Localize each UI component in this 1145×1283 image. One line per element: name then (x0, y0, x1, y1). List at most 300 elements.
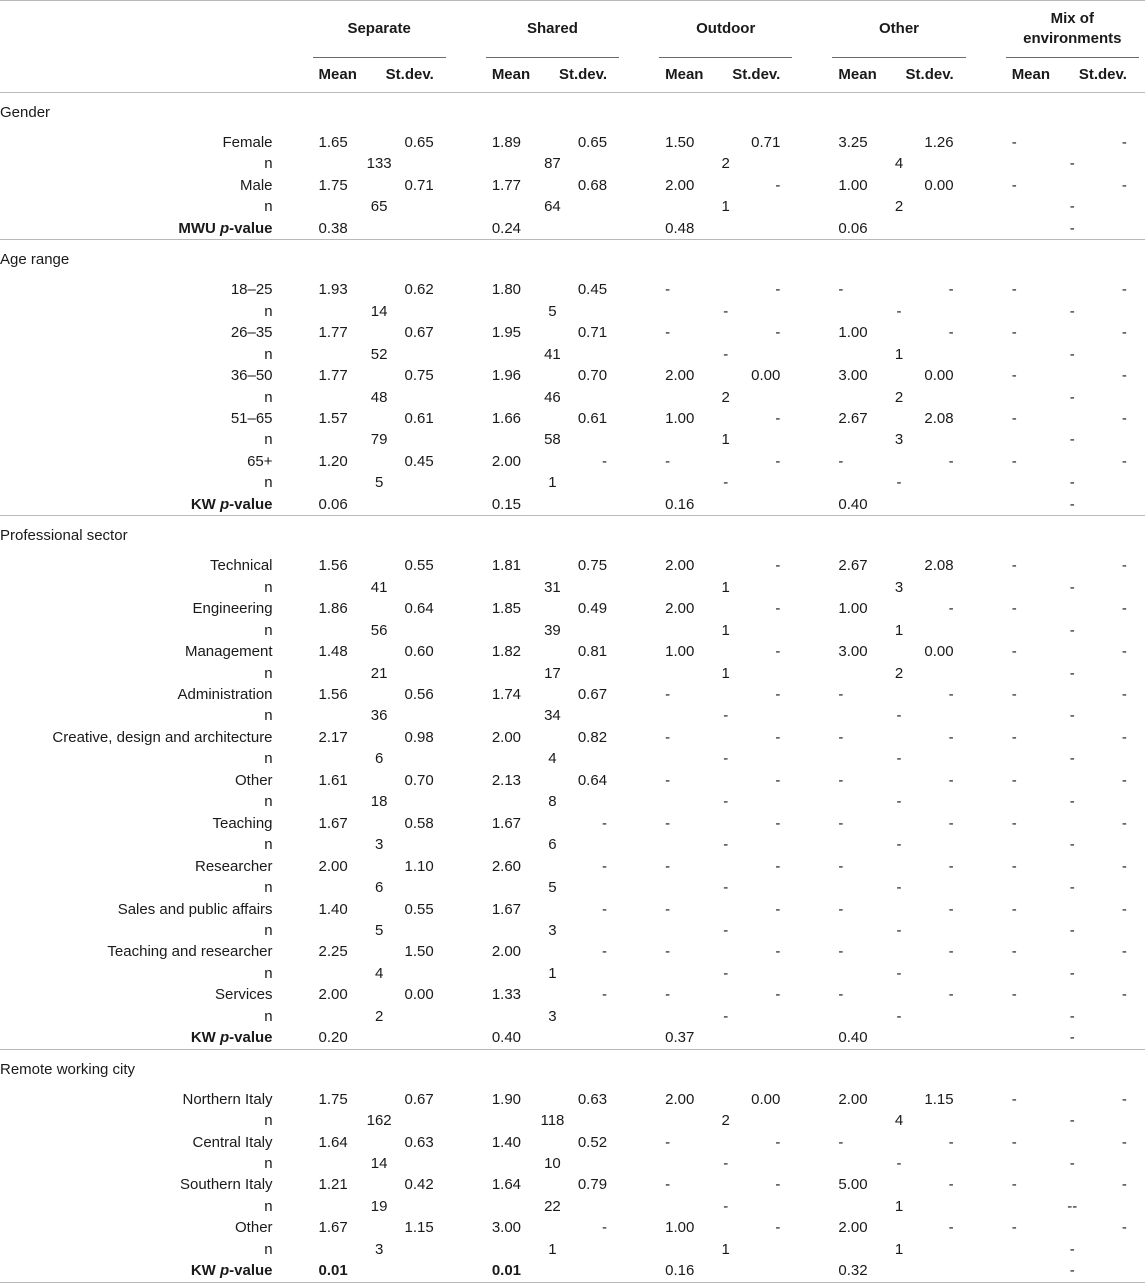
row-label: Other (235, 1219, 273, 1237)
test-label: KW p-value (0, 1027, 313, 1049)
n-row (0, 663, 1145, 684)
n-value: 4 (894, 155, 904, 173)
stdev-value: - (775, 1219, 781, 1237)
n-value: 41 (370, 578, 388, 596)
n-label: n (264, 707, 273, 725)
n-value: - (1069, 474, 1075, 492)
stdev-value: 0.70 (404, 771, 434, 789)
mean-value: - (1011, 943, 1017, 961)
mean-value: 3.00 (838, 367, 868, 385)
section-title: Age range (0, 251, 70, 269)
row-label: Central Italy (192, 1133, 273, 1151)
mean-value: - (1011, 176, 1017, 194)
mean-value: 1.96 (491, 367, 522, 385)
n-value: 22 (544, 1197, 561, 1215)
group-header: Shared (486, 1, 619, 58)
mean-value: - (665, 986, 671, 1004)
stdev-value: 0.45 (577, 281, 608, 299)
table-row (0, 598, 1145, 619)
mean-value: 1.20 (318, 452, 348, 470)
stdev-value: - (1121, 685, 1127, 703)
n-value: 1 (548, 1240, 557, 1258)
n-value: 3 (894, 578, 904, 596)
mean-value: 1.64 (491, 1176, 522, 1194)
stdev-value: - (775, 409, 781, 427)
stdev-value: 0.42 (404, 1176, 434, 1194)
n-row (0, 1006, 1145, 1027)
stdev-value: - (1121, 324, 1127, 342)
stdev-value: - (775, 1176, 781, 1194)
mean-value: - (665, 1133, 671, 1151)
n-value: 2 (894, 198, 904, 216)
mean-value: - (665, 452, 671, 470)
mean-value: - (665, 814, 671, 832)
mean-value: 2.00 (665, 1090, 695, 1108)
test-label: MWU p-value (0, 218, 313, 240)
n-value: - (1069, 836, 1075, 854)
mean-value: 2.13 (491, 771, 522, 789)
stdev-value: 0.55 (404, 557, 434, 575)
mean-value: 1.75 (318, 1090, 348, 1108)
n-row (0, 429, 1145, 450)
n-label: n (264, 431, 273, 449)
n-value: 5 (374, 474, 384, 492)
n-value: 3 (374, 836, 384, 854)
mean-value: - (838, 1133, 844, 1151)
stdev-value: 0.00 (924, 643, 954, 661)
stdev-value: - (1121, 367, 1127, 385)
p-value: 0.15 (486, 494, 553, 516)
n-label: n (264, 921, 273, 939)
mean-value: - (838, 986, 844, 1004)
stdev-value: - (948, 728, 954, 746)
stdev-value: 0.55 (404, 900, 434, 918)
stdev-value: - (775, 685, 781, 703)
stdev-value: - (948, 814, 954, 832)
n-value: 2 (721, 155, 730, 173)
n-value: 39 (544, 621, 561, 639)
mean-value: 1.90 (491, 1090, 522, 1108)
n-label: n (264, 664, 273, 682)
stdev-value: - (1121, 1219, 1127, 1237)
n-value: 4 (894, 1112, 904, 1130)
table-row (0, 984, 1145, 1005)
n-value: 133 (366, 155, 392, 173)
n-value: - (1069, 302, 1075, 320)
mean-value: 3.00 (838, 643, 868, 661)
mean-value: 2.67 (838, 557, 868, 575)
n-value: 18 (370, 793, 388, 811)
mean-value: 1.00 (665, 409, 695, 427)
n-value: 14 (370, 302, 388, 320)
test-row (0, 1260, 1145, 1282)
mean-value: - (1011, 324, 1017, 342)
table-row (0, 856, 1145, 877)
mean-value: - (1011, 857, 1017, 875)
mean-value: 1.67 (491, 900, 522, 918)
p-value: 0.06 (313, 494, 380, 516)
mean-value: - (1011, 557, 1017, 575)
n-row (0, 920, 1145, 941)
n-value: 6 (374, 879, 384, 897)
mean-value: - (665, 857, 671, 875)
row-label: Northern Italy (182, 1090, 273, 1108)
mean-value: 1.77 (491, 176, 522, 194)
row-label: Female (222, 134, 273, 151)
n-label: n (264, 1112, 273, 1130)
mean-value: 3.00 (491, 1219, 522, 1237)
n-value: - (1069, 621, 1075, 639)
p-value: 0.01 (313, 1260, 380, 1282)
section-title-row (0, 240, 1145, 280)
row-label: 51–65 (230, 409, 273, 427)
stdev-value: 0.71 (404, 176, 434, 194)
stdev-header: St.dev. (380, 58, 446, 93)
n-value: 56 (370, 621, 388, 639)
mean-value: 1.00 (838, 324, 868, 342)
n-value: 8 (548, 793, 557, 811)
n-value: - (723, 302, 729, 320)
test-row (0, 494, 1145, 516)
stdev-value: 1.50 (404, 943, 434, 961)
row-label: Researcher (194, 857, 273, 875)
stdev-value: 0.00 (751, 1090, 781, 1108)
table-row (0, 1132, 1145, 1153)
stdev-header: St.dev. (1073, 58, 1139, 93)
n-row (0, 344, 1145, 365)
stdev-value: 0.52 (577, 1133, 608, 1151)
n-value: - (896, 836, 902, 854)
p-value: - (1006, 494, 1139, 516)
mean-value: - (838, 900, 844, 918)
mean-value: - (1011, 771, 1017, 789)
n-label: n (264, 1197, 273, 1215)
p-value: 0.06 (832, 218, 899, 240)
n-row (0, 834, 1145, 855)
n-value: 41 (544, 345, 561, 363)
mean-value: - (665, 281, 671, 299)
n-label: n (264, 836, 273, 854)
p-value: 0.16 (659, 494, 726, 516)
mean-header: Mean (313, 58, 380, 93)
mean-value: - (1011, 643, 1017, 661)
n-value: 1 (721, 1240, 730, 1258)
stdev-value: - (948, 1219, 954, 1237)
mean-value: - (1011, 409, 1017, 427)
table-row (0, 365, 1145, 386)
mean-value: - (838, 771, 844, 789)
row-label: Southern Italy (179, 1176, 273, 1194)
section-title-row (0, 1049, 1145, 1089)
mean-value: 1.33 (491, 986, 522, 1004)
mean-value: - (1011, 452, 1017, 470)
section-title: Remote working city (0, 1060, 136, 1078)
stdev-value: 1.10 (404, 857, 434, 875)
table-row (0, 279, 1145, 300)
n-value: - (896, 707, 902, 725)
mean-value: 1.56 (318, 557, 348, 575)
n-value: 118 (540, 1112, 565, 1130)
mean-value: 1.82 (491, 643, 522, 661)
n-value: 34 (544, 707, 561, 725)
stdev-value: - (1121, 900, 1127, 918)
n-value: - (723, 793, 729, 811)
n-value: 1 (721, 198, 730, 216)
n-row (0, 1196, 1145, 1217)
mean-value: - (665, 685, 671, 703)
mean-value: 2.00 (665, 367, 695, 385)
mean-value: 2.17 (318, 728, 348, 746)
mean-header: Mean (659, 58, 726, 93)
stdev-value: - (775, 324, 781, 342)
n-label: n (264, 155, 273, 173)
mean-value: 1.86 (318, 600, 348, 618)
n-row (0, 196, 1145, 217)
stdev-value: - (602, 943, 608, 961)
n-label: n (264, 302, 273, 320)
mean-value: 2.00 (491, 452, 522, 470)
n-value: 4 (548, 750, 557, 768)
n-row (0, 620, 1145, 641)
mean-value: 2.00 (665, 557, 695, 575)
n-value: 1 (548, 474, 557, 492)
n-value: 1 (721, 621, 730, 639)
n-value: 4 (374, 964, 384, 982)
stdev-value: 0.79 (577, 1176, 608, 1194)
stdev-value: - (1121, 728, 1127, 746)
stdev-header: St.dev. (553, 58, 619, 93)
stdev-value: - (1121, 986, 1127, 1004)
mean-value: 1.67 (318, 814, 348, 832)
row-label: Other (235, 771, 273, 789)
stdev-value: 0.75 (577, 557, 608, 575)
table-row (0, 1089, 1145, 1110)
row-label: Technical (209, 557, 273, 575)
test-label: KW p-value (0, 494, 313, 516)
mean-value: 1.67 (491, 814, 522, 832)
mean-value: 1.40 (318, 900, 348, 918)
row-label: Services (215, 986, 273, 1004)
n-label: n (264, 1155, 273, 1173)
section-title-row (0, 93, 1145, 133)
n-value: 58 (544, 431, 561, 449)
group-header: Mix of environments (1006, 1, 1139, 58)
n-value: 3 (548, 1007, 557, 1025)
p-value: - (1006, 1027, 1139, 1049)
mean-value: - (1011, 986, 1017, 1004)
n-value: 3 (894, 431, 904, 449)
n-row (0, 1110, 1145, 1131)
row-label: Male (240, 176, 273, 194)
stdev-value: 0.71 (751, 134, 781, 151)
row-label: 18–25 (230, 281, 273, 299)
mean-value: - (665, 943, 671, 961)
n-value: 46 (544, 388, 561, 406)
test-row (0, 218, 1145, 240)
p-value: - (1006, 218, 1139, 240)
n-value: 52 (370, 345, 388, 363)
table-row (0, 1217, 1145, 1238)
table-row (0, 451, 1145, 472)
n-row (0, 748, 1145, 769)
n-value: - (1069, 345, 1075, 363)
stdev-value: - (948, 1133, 954, 1151)
mean-value: 2.00 (491, 943, 522, 961)
stdev-value: - (775, 814, 781, 832)
mean-value: 1.89 (491, 134, 522, 151)
stdev-value: 0.62 (404, 281, 434, 299)
mean-value: 1.00 (665, 1219, 695, 1237)
mean-value: - (838, 943, 844, 961)
p-value: 0.40 (832, 1027, 899, 1049)
stdev-value: - (775, 857, 781, 875)
stdev-value: - (1121, 643, 1127, 661)
n-value: - (1069, 921, 1075, 939)
mean-value: - (1011, 1133, 1017, 1151)
stdev-value: - (775, 557, 781, 575)
n-value: 87 (544, 155, 561, 173)
n-value: 5 (548, 879, 557, 897)
mean-value: - (1011, 134, 1017, 151)
mean-value: - (838, 685, 844, 703)
stdev-value: - (948, 857, 954, 875)
stdev-value: - (1121, 1090, 1127, 1108)
n-value: - (1069, 750, 1075, 768)
n-row (0, 963, 1145, 984)
mean-value: - (838, 452, 844, 470)
table-row (0, 727, 1145, 748)
stdev-value: - (948, 324, 954, 342)
mean-value: 1.74 (491, 685, 522, 703)
mean-value: 1.48 (318, 643, 348, 661)
mean-value: - (1011, 600, 1017, 618)
stdev-value: - (1121, 281, 1127, 299)
stdev-value: - (775, 728, 781, 746)
n-value: - (1069, 1240, 1075, 1258)
n-value: - (1069, 155, 1075, 173)
mean-value: - (665, 728, 671, 746)
stdev-value: - (775, 900, 781, 918)
n-row (0, 153, 1145, 174)
n-value: - (723, 921, 729, 939)
n-value: - (896, 302, 902, 320)
n-value: - (723, 750, 729, 768)
mean-value: - (665, 324, 671, 342)
mean-value: 1.57 (318, 409, 348, 427)
section-title-row (0, 516, 1145, 556)
mean-value: 1.66 (491, 409, 522, 427)
stdev-value: 0.49 (577, 600, 608, 618)
n-value: 1 (721, 578, 730, 596)
mean-value: 1.61 (318, 771, 348, 789)
p-value: 0.20 (313, 1027, 380, 1049)
stdev-value: - (948, 943, 954, 961)
table-row (0, 941, 1145, 962)
mean-header: Mean (486, 58, 553, 93)
mean-value: 2.25 (318, 943, 348, 961)
n-row (0, 705, 1145, 726)
table-row (0, 555, 1145, 576)
stdev-value: - (775, 281, 781, 299)
mean-value: - (838, 728, 844, 746)
stdev-value: 0.00 (924, 176, 954, 194)
stdev-value: - (948, 600, 954, 618)
stdev-value: 0.64 (577, 771, 608, 789)
n-value: - (723, 474, 729, 492)
stdev-value: - (1121, 1133, 1127, 1151)
n-value: - (1069, 1007, 1075, 1025)
n-label: n (264, 879, 273, 897)
test-label: KW p-value (0, 1260, 313, 1282)
n-value: 1 (721, 664, 730, 682)
n-value: 48 (370, 388, 388, 406)
mean-value: - (665, 900, 671, 918)
mean-value: 2.00 (491, 728, 522, 746)
mean-value: - (665, 771, 671, 789)
stdev-value: 0.00 (751, 367, 781, 385)
mean-value: 1.40 (491, 1133, 522, 1151)
n-value: - (896, 1155, 902, 1173)
n-value: - (723, 1197, 729, 1215)
n-value: 10 (544, 1155, 561, 1173)
mean-value: 2.60 (491, 857, 522, 875)
n-value: - (723, 836, 729, 854)
stdev-value: - (775, 176, 781, 194)
n-value: - (896, 921, 902, 939)
stdev-value: - (775, 452, 781, 470)
mean-value: 1.56 (318, 685, 348, 703)
mean-value: 2.00 (665, 600, 695, 618)
stdev-value: 0.60 (404, 643, 434, 661)
n-value: - (896, 793, 902, 811)
mean-value: 1.75 (318, 176, 348, 194)
stdev-value: 0.67 (404, 1090, 434, 1108)
mean-value: - (665, 1176, 671, 1194)
stdev-value: 0.56 (404, 685, 434, 703)
stdev-value: - (1121, 409, 1127, 427)
n-value: 3 (374, 1240, 384, 1258)
row-label: 26–35 (230, 324, 273, 342)
mean-value: - (838, 857, 844, 875)
n-value: 1 (721, 431, 730, 449)
n-value: 17 (544, 664, 561, 682)
stdev-value: - (775, 986, 781, 1004)
mean-value: - (1011, 1219, 1017, 1237)
n-value: 64 (544, 198, 561, 216)
stdev-value: - (1121, 943, 1127, 961)
section-title: Gender (0, 104, 51, 121)
n-label: n (264, 750, 273, 768)
n-value: - (723, 1155, 729, 1173)
n-value: 1 (894, 1240, 904, 1258)
stdev-value: 0.67 (577, 685, 608, 703)
stdev-value: - (1121, 771, 1127, 789)
n-value: - (896, 879, 902, 897)
mean-value: - (1011, 1176, 1017, 1194)
table-row (0, 132, 1145, 153)
n-value: 3 (548, 921, 557, 939)
n-value: - (896, 964, 902, 982)
table-row (0, 322, 1145, 343)
n-value: 6 (374, 750, 384, 768)
p-value: 0.48 (659, 218, 726, 240)
row-label: 65+ (247, 452, 273, 470)
stdev-value: 0.58 (404, 814, 434, 832)
stdev-value: - (775, 943, 781, 961)
n-value: 14 (370, 1155, 388, 1173)
stdev-value: - (602, 857, 608, 875)
n-value: - (1069, 793, 1075, 811)
